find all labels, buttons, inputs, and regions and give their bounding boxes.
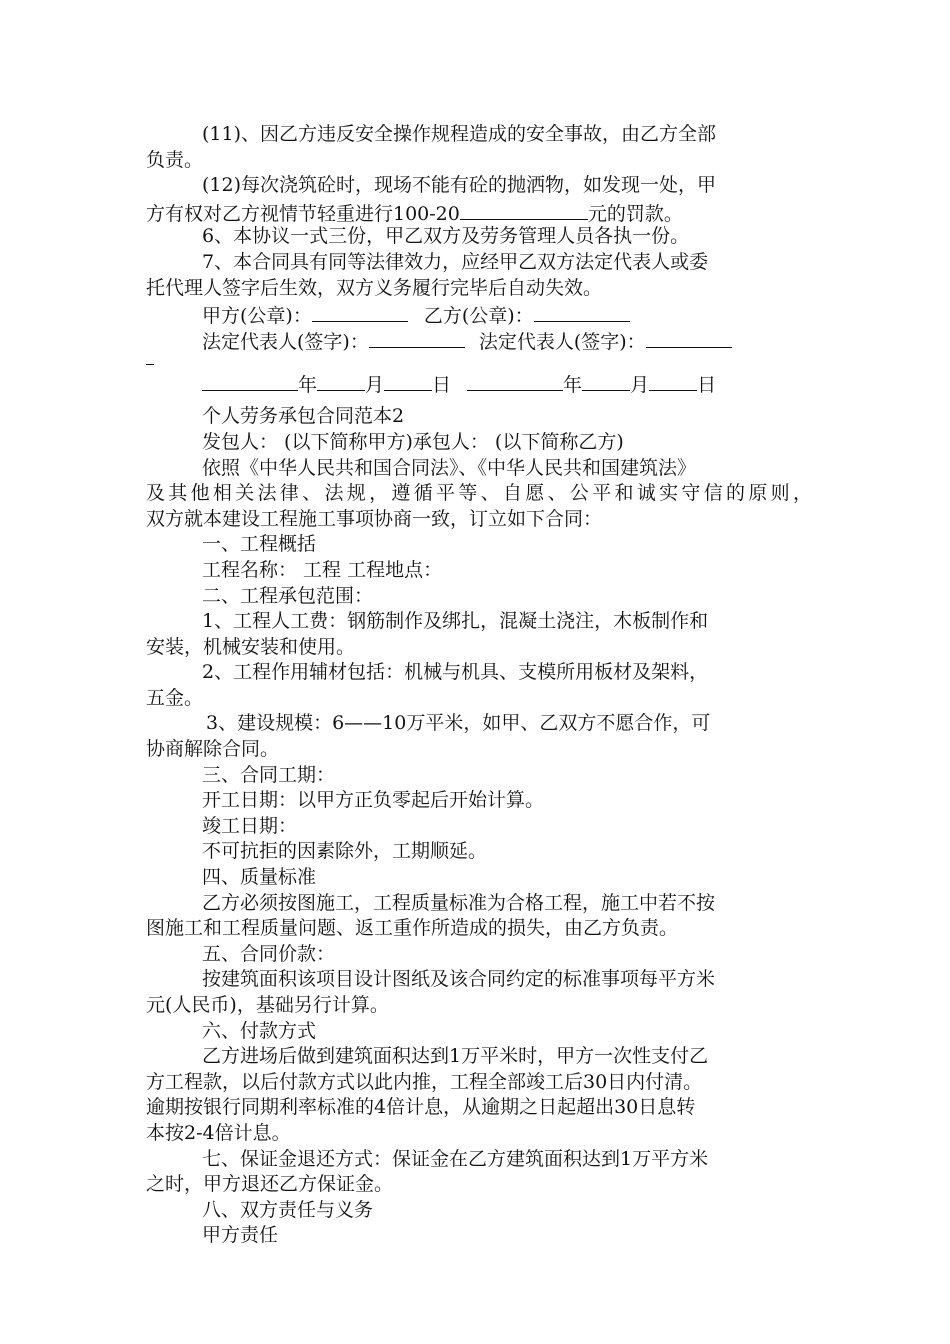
text-span: 五、合同价款： (202, 942, 336, 965)
document-body (146, 122, 812, 1249)
date-line (146, 366, 812, 404)
text-span: 个人劳务承包合同范本2 (202, 405, 405, 428)
text-span: 乙方进场后做到建筑面积达到1万平米时，甲方一次性支付乙 (202, 1045, 709, 1068)
section-title (146, 404, 812, 430)
text-line (146, 891, 812, 917)
text-span: 双方就本建设工程施工事项协商一致，订立如下合同： (146, 507, 603, 530)
party-a-representative-blank (369, 327, 465, 348)
day-label: 日 (432, 374, 452, 397)
section-heading (146, 1019, 812, 1045)
text-line (146, 558, 812, 584)
text-span: 六、付款方式 (202, 1019, 317, 1042)
text-span: 2、工程作用辅材包括：机械与机具、支模所用板材及架料， (202, 661, 709, 684)
text-line (146, 839, 812, 865)
text-span: 按建筑面积该项目设计图纸及该合同约定的标准事项每平方米 (202, 968, 716, 991)
text-span: 元的罚款。 (587, 202, 683, 225)
text-span: 托代理人签字后生效，双方义务履行完毕后自动失效。 (146, 276, 603, 299)
text-span: 逾期按银行同期利率标准的4倍计息，从逾期之日起超出30日息转 (146, 1096, 696, 1119)
text-span: 图施工和工程质量问题、返工重作所造成的损失，由乙方负责。 (146, 917, 679, 940)
text-span: (12)每次浇筑砼时，现场不能有砼的抛洒物，如发现一处，甲 (202, 174, 717, 197)
text-line (146, 1147, 812, 1173)
text-line (146, 122, 812, 148)
text-span: 及其他相关法律、法规，遵循平等、自愿、公平和诚实守信的原则， (146, 482, 812, 505)
text-line (146, 250, 812, 276)
text-line (146, 199, 812, 225)
signature-seal-line (146, 301, 812, 327)
party-b-seal-blank (534, 301, 630, 322)
text-span: 五金。 (146, 686, 204, 709)
text-span: 负责。 (146, 148, 204, 171)
text-span: 之时，甲方退还乙方保证金。 (146, 1173, 394, 1196)
year-blank (467, 370, 563, 391)
text-line (146, 967, 812, 993)
text-span: 三、合同工期： (202, 763, 336, 786)
text-span: 依照《中华人民共和国合同法》、《中华人民共和国建筑法》 (202, 456, 697, 479)
party-b-seal-label: 乙方(公章)： (423, 305, 534, 328)
text-line (146, 430, 812, 456)
text-line (146, 635, 812, 661)
text-span: 3、建设规模：6——10万平米，如甲、乙双方不愿合作，可 (206, 712, 711, 735)
text-line (146, 814, 812, 840)
text-line (146, 711, 812, 737)
text-span: 7、本合同具有同等法律效力，应经甲乙双方法定代表人或委 (202, 250, 709, 273)
text-span: (11)、因乙方违反安全操作规程造成的安全事故，由乙方全部 (202, 123, 717, 145)
text-line (146, 276, 812, 302)
text-line (146, 1172, 812, 1198)
text-span: 工程名称： 工程 工程地点： (202, 558, 443, 581)
text-line (146, 224, 812, 250)
text-line (146, 737, 812, 763)
text-line (146, 1121, 812, 1147)
wrap-dash-line (146, 352, 812, 366)
party-b-representative-label: 法定代表人(签字)： (478, 330, 646, 353)
section-heading (146, 763, 812, 789)
text-span: 竣工日期： (202, 814, 298, 837)
section-heading (146, 532, 812, 558)
year-blank (202, 370, 298, 391)
text-line (146, 609, 812, 635)
text-line (146, 993, 812, 1019)
section-heading (146, 942, 812, 968)
text-span: 乙方必须按图施工，工程质量标准为合格工程，施工中若不按 (202, 891, 716, 914)
section-heading (146, 865, 812, 891)
day-blank (649, 370, 697, 391)
section-heading (146, 1198, 812, 1224)
text-span: 七、保证金退还方式：保证金在乙方建筑面积达到1万平方米 (202, 1147, 709, 1170)
month-blank (317, 370, 365, 391)
blank-underline (460, 199, 588, 220)
year-label: 年 (563, 374, 583, 397)
text-line (146, 1223, 812, 1249)
text-span: 不可抗拒的因素除外，工期顺延。 (202, 840, 488, 863)
section-heading (146, 584, 812, 610)
text-span: 协商解除合同。 (146, 738, 280, 761)
text-line (146, 1070, 812, 1096)
text-span: 发包人： (以下简称甲方)承包人： (以下简称乙方) (202, 430, 624, 453)
party-a-seal-label: 甲方(公章)： (202, 305, 312, 328)
text-span: 一、工程概括 (202, 533, 317, 556)
text-line (146, 686, 812, 712)
text-span: 开工日期：以甲方正负零起后开始计算。 (202, 789, 545, 812)
day-label: 日 (697, 374, 717, 397)
year-label: 年 (298, 374, 318, 397)
text-span: 安装，机械安装和使用。 (146, 635, 356, 658)
text-line (146, 1095, 812, 1121)
text-span: 1、工程人工费：钢筋制作及绑扎，混凝土浇注，木板制作和 (202, 610, 709, 633)
text-span: 甲方责任 (202, 1224, 279, 1247)
text-line (146, 481, 812, 507)
text-line (146, 660, 812, 686)
text-span: 四、质量标准 (202, 866, 317, 889)
party-a-representative-label: 法定代表人(签字)： (202, 330, 369, 353)
text-line (146, 916, 812, 942)
text-line (146, 456, 812, 482)
text-line (146, 173, 812, 199)
text-span: 八、双方责任与义务 (202, 1198, 374, 1221)
text-span: 元(人民币)，基础另行计算。 (146, 994, 389, 1016)
text-span: 二、工程承包范围： (202, 584, 374, 607)
party-b-representative-blank (646, 327, 732, 348)
text-span: 方工程款，以后付款方式以此内推，工程全部竣工后30日内付清。 (146, 1070, 703, 1093)
signature-representative-line (146, 327, 812, 353)
text-line (146, 788, 812, 814)
text-span: 6、本协议一式三份，甲乙双方及劳务管理人员各执一份。 (202, 225, 690, 248)
month-label: 月 (365, 374, 385, 397)
month-label: 月 (630, 374, 650, 397)
text-span: 方有权对乙方视情节轻重进行100-20 (146, 202, 460, 225)
text-span: 本按2-4倍计息。 (146, 1121, 291, 1144)
month-blank (582, 370, 630, 391)
text-line (146, 148, 812, 174)
wrap-dash (146, 354, 154, 365)
day-blank (384, 370, 432, 391)
text-line (146, 507, 812, 533)
text-line (146, 1044, 812, 1070)
party-a-seal-blank (312, 301, 408, 322)
